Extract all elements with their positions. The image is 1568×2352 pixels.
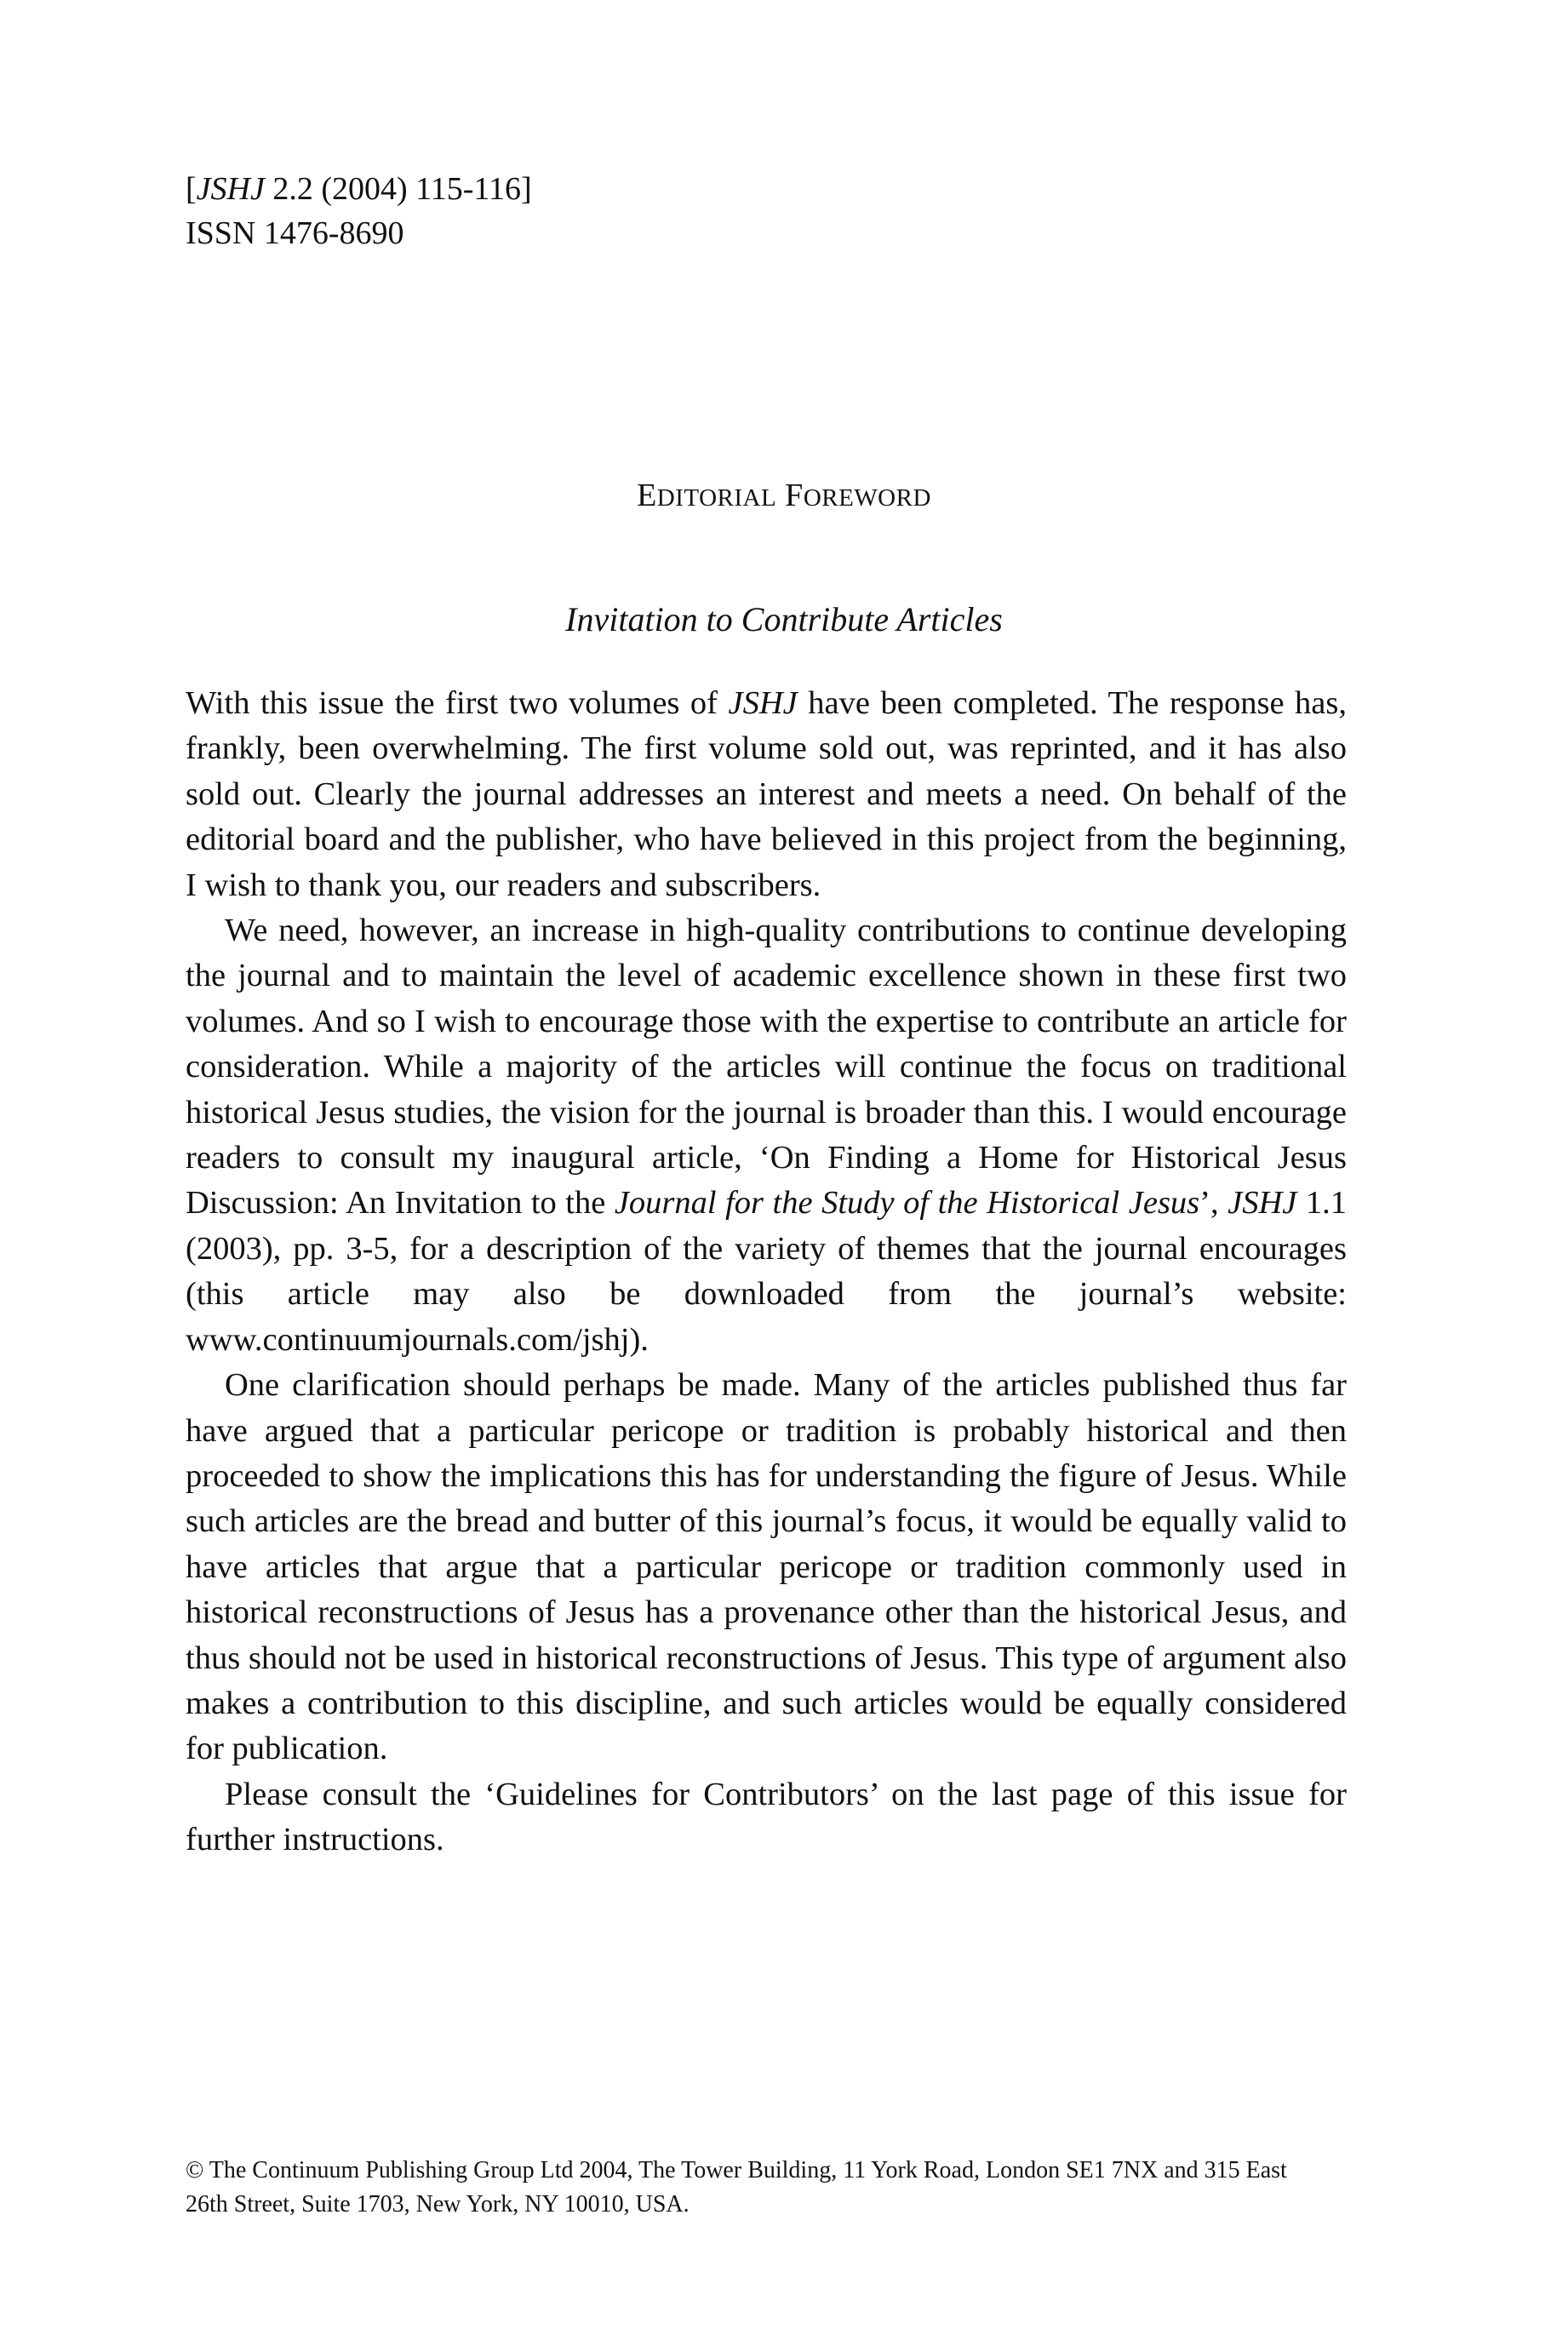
paragraph-2: [186, 908, 1347, 1363]
paragraph-1-text-a: With this issue the first two volumes of: [186, 685, 729, 721]
paragraph-3: One clarification should perhaps be made. Many of the articles published thus far have argued that a particular pericope or tradition is probably historical and then proceeded to show the implications this has for understanding the figure of Jesus. While such articles are the bread and butter of this journal’s focus, it would be equally valid to have articles that argue that a particular pericope or tradition commonly used in historical reconstructions of Jesus has a provenance other than the historical Jesus, and thus should not be used in historical reconstructions of Jesus. This type of argument also makes a contribution to this discipline, and such articles would be equally considered for publication.: [186, 1367, 1347, 1767]
paragraph-2-journal-abbr: JSHJ: [1228, 1185, 1297, 1222]
article-subtitle: Invitation to Contribute Articles: [565, 600, 1003, 638]
paragraph-1-text-b: have been completed. The response has, frankly, been overwhelming. The first volume sold out, was reprinted, and it has also sold out. Clearly the journal addresses an interest and meets a need. On behalf of the editorial board and the publisher, who have believed in this project from the beginning, I wish to thank you, our readers and subscribers.: [186, 685, 1348, 903]
citation-header: [186, 167, 532, 255]
copyright-line-2: 26th Street, Suite 1703, New York, NY 10010, USA.: [186, 2191, 690, 2218]
citation-line: [JSHJ 2.2 (2004) 115-116]: [186, 171, 532, 207]
paragraph-4: Please consult the ‘Guidelines for Contributors’ on the last page of this issue for further instructions.: [186, 1776, 1347, 1858]
copyright-footer: [186, 2154, 1347, 2222]
paragraph-1: [186, 681, 1347, 908]
title-rest-2: OREWORD: [803, 484, 931, 512]
copyright-line-1: © The Continuum Publishing Group Ltd 2004, The Tower Building, 11 York Road, London SE1 7NX and 315 East: [186, 2157, 1287, 2183]
paragraph-2-text-b: ’,: [1199, 1185, 1228, 1222]
journal-abbreviation: JSHJ: [196, 171, 265, 207]
title-initial-1: E: [637, 478, 657, 513]
paragraph-2-journal-title: Journal for the Study of the Historical Jesus: [614, 1185, 1200, 1222]
body-text: [186, 681, 1347, 1863]
paragraph-2-text-a: We need, however, an increase in high-quality contributions to continue developing the journal and to maintain the level of academic excellence shown in these first two volumes. And so I wish to encourage those with the expertise to contribute an article for consideration. While a majority of the articles will continue the focus on traditional historical Jesus studies, the vision for the journal is broader than this. I would encourage readers to consult my inaugural article, ‘On Finding a Home for Historical Jesus Discussion: An Invitation to the: [186, 913, 1347, 1222]
paragraph-2-text-c: 1.1 (2003), pp. 3-5, for a description of the variety of themes that the journal encourages (this article may also be downloaded from the journal’s website: www.continuumjournals.com/jshj).: [186, 1185, 1347, 1358]
title-initial-2: F: [785, 478, 804, 513]
section-title: [0, 477, 1568, 514]
issn-line: ISSN 1476-8690: [186, 215, 404, 251]
paragraph-1-journal-abbr: JSHJ: [728, 685, 798, 721]
citation-details: 2.2 (2004) 115-116]: [264, 171, 532, 207]
title-rest-1: DITORIAL: [656, 484, 777, 512]
